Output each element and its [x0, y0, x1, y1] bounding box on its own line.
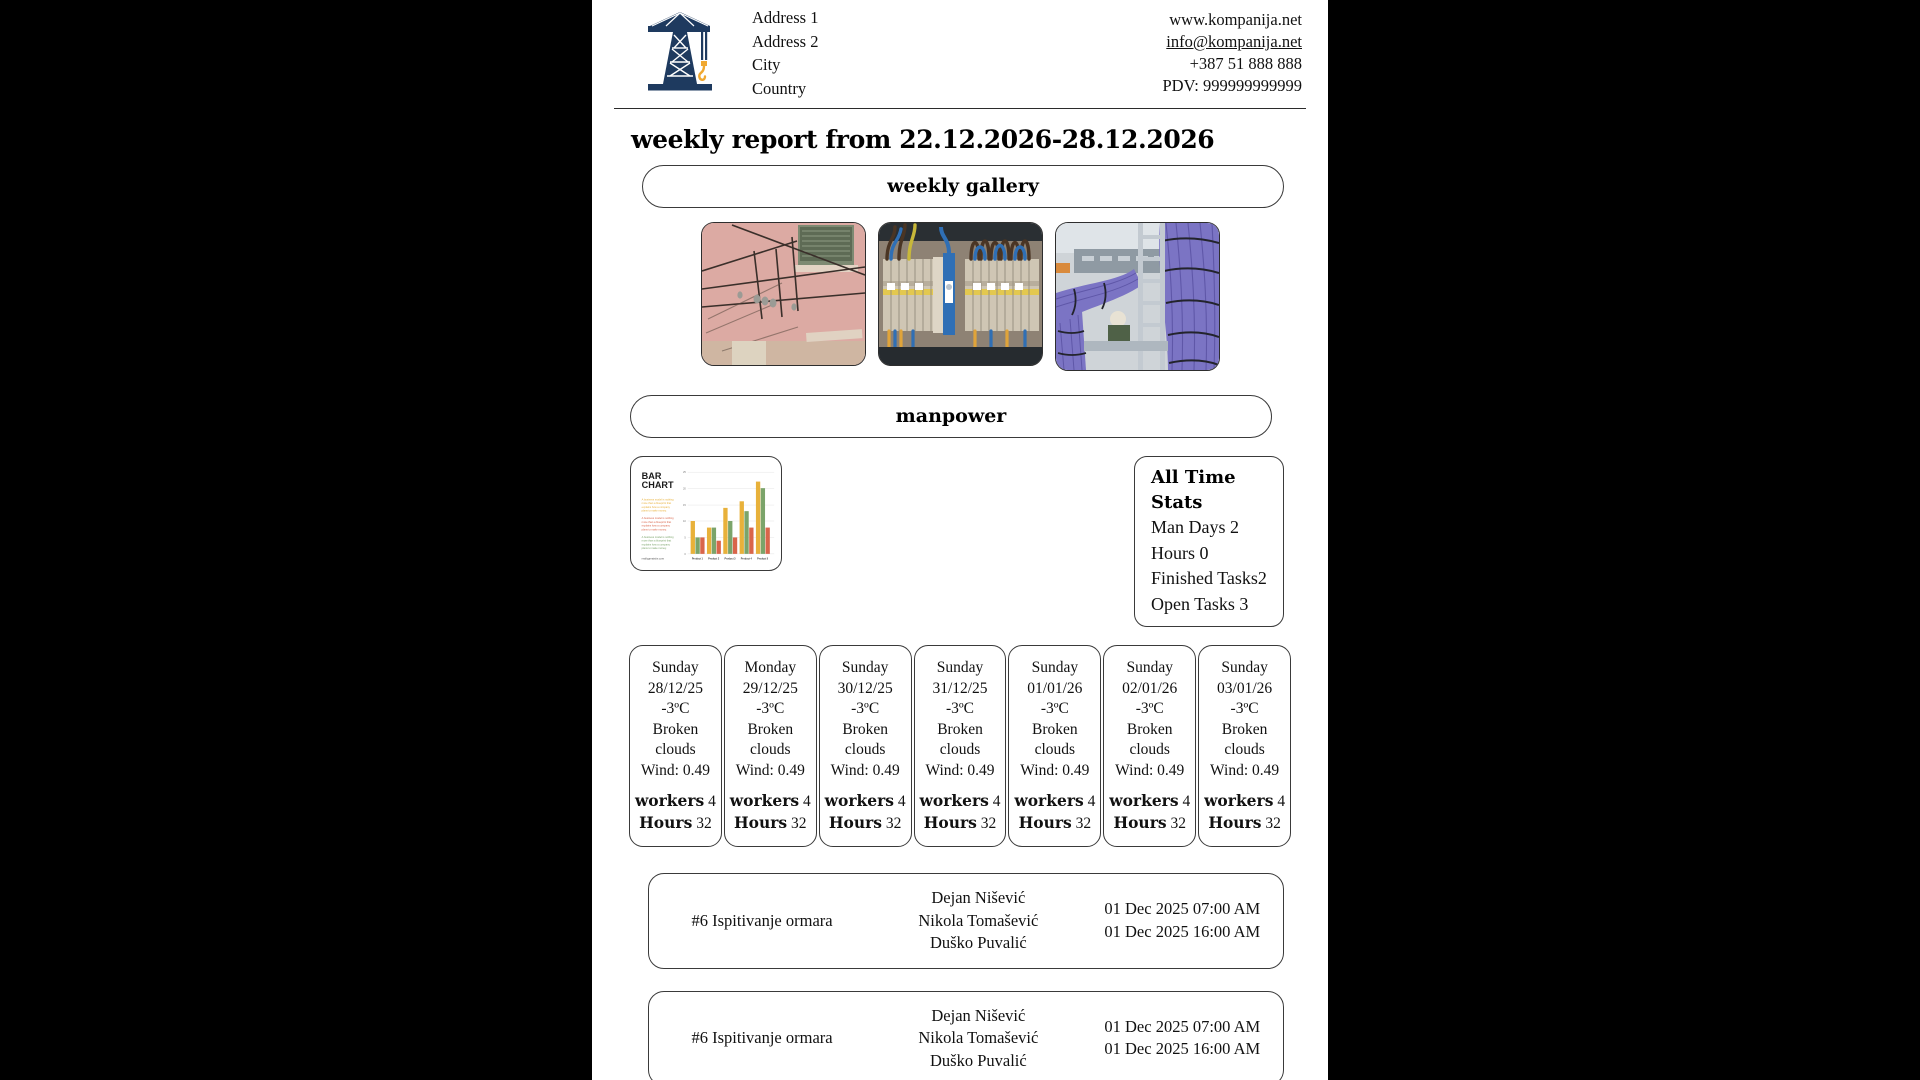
- task-dates: [1090, 1016, 1275, 1061]
- address-line-2: Address 2: [752, 31, 819, 51]
- all-time-stats-card: [1134, 456, 1284, 627]
- company-vat: PDV: 999999999999: [1162, 76, 1302, 95]
- weather-condition-line1: Broken: [842, 720, 888, 738]
- weather-hours: [727, 812, 814, 834]
- weather-condition-line1: Broken: [1032, 720, 1078, 738]
- task-name: #6 Ispitivanje ormara: [691, 1028, 833, 1048]
- workers-count: 4: [992, 793, 1001, 810]
- svg-text:Product 5: Product 5: [757, 557, 769, 561]
- weather-day-card[interactable]: [819, 645, 912, 847]
- manpower-row: [630, 456, 1284, 627]
- weather-hours: [632, 812, 719, 834]
- svg-text:plans to make money.: plans to make money.: [641, 509, 667, 513]
- spacer: [1106, 781, 1193, 790]
- address-country: Country: [752, 78, 807, 98]
- svg-text:A business model is nothing: A business model is nothing: [641, 517, 674, 521]
- letterhead: [614, 0, 1306, 108]
- weather-condition-line2: clouds: [844, 741, 886, 758]
- weather-day-name: Sunday: [1221, 659, 1268, 676]
- weather-temperature: -3ºC: [945, 700, 975, 717]
- weather-wind: Wind: 0.49: [1115, 761, 1185, 779]
- svg-text:Product 2: Product 2: [708, 557, 720, 561]
- svg-text:0: 0: [684, 552, 686, 556]
- weather-condition-line1: Broken: [1126, 720, 1173, 738]
- hours-label: Hours: [639, 813, 693, 832]
- svg-text:Product 4: Product 4: [740, 557, 752, 561]
- weather-temperature: -3ºC: [851, 700, 880, 717]
- workers-label: workers: [729, 791, 800, 810]
- weather-hours: [1106, 812, 1193, 834]
- svg-text:A business model is nothing: A business model is nothing: [641, 535, 674, 539]
- weather-workers: [822, 790, 909, 812]
- svg-text:10: 10: [682, 519, 686, 523]
- construction-crane-logo-icon: [640, 4, 726, 96]
- spacer: [632, 781, 719, 790]
- weather-temperature: -3ºC: [756, 700, 785, 717]
- weekly-gallery: [614, 222, 1306, 371]
- svg-text:more than a blueprint that: more than a blueprint that: [641, 520, 672, 524]
- weather-workers: [917, 790, 1004, 812]
- workers-label: workers: [919, 791, 989, 810]
- svg-text:explains how a company: explains how a company: [641, 505, 670, 509]
- svg-text:more than a blueprint that: more than a blueprint that: [641, 502, 672, 506]
- weather-workers: [632, 790, 719, 812]
- bar-chart-card[interactable]: [630, 456, 782, 571]
- weather-condition-line1: Broken: [1221, 720, 1268, 738]
- stat-open-tasks: Open Tasks 3: [1151, 593, 1249, 614]
- weather-day-name: Sunday: [936, 659, 984, 676]
- weather-wind: Wind: 0.49: [1020, 761, 1090, 779]
- hours-label: Hours: [1113, 813, 1167, 832]
- weather-day-card[interactable]: [914, 645, 1007, 847]
- svg-text:more than a blueprint that: more than a blueprint that: [641, 539, 672, 543]
- weather-temperature: -3ºC: [1230, 700, 1259, 717]
- svg-text:15: 15: [682, 504, 686, 507]
- hours-count: 32: [696, 815, 712, 832]
- task-assignee: Dejan Nišević: [931, 1005, 1026, 1025]
- weather-workers: [727, 790, 814, 812]
- svg-text:5: 5: [684, 536, 686, 540]
- svg-text:25: 25: [682, 471, 686, 475]
- svg-text:plans to make money.: plans to make money.: [641, 547, 667, 551]
- task-assignees: [867, 887, 1090, 955]
- weather-workers: [1201, 790, 1288, 812]
- weather-condition-line2: clouds: [1129, 741, 1170, 758]
- task-assignee: Duško Puvalić: [930, 1050, 1027, 1070]
- task-row[interactable]: [648, 873, 1284, 969]
- hours-count: 32: [1075, 815, 1092, 832]
- weather-temperature: -3ºC: [1040, 700, 1069, 717]
- weather-day-card[interactable]: [1103, 645, 1196, 847]
- hours-label: Hours: [734, 813, 788, 832]
- svg-text:reallygreatsite.com: reallygreatsite.com: [641, 557, 665, 561]
- task-list: [648, 873, 1284, 1080]
- weather-condition-line1: Broken: [937, 720, 983, 738]
- weather-hours: [917, 812, 1004, 834]
- weather-date: 03/01/26: [1217, 679, 1273, 697]
- weather-date: 28/12/25: [647, 679, 703, 697]
- weather-condition-line1: Broken: [747, 720, 794, 738]
- company-address: [752, 4, 818, 100]
- svg-text:plans to make money.: plans to make money.: [641, 528, 667, 532]
- gallery-photo-building-wires[interactable]: [701, 222, 866, 366]
- spacer: [1201, 781, 1288, 790]
- stat-hours: Hours 0: [1151, 542, 1209, 563]
- company-website: www.kompanija.net: [1169, 10, 1302, 29]
- weather-day-card[interactable]: [629, 645, 722, 847]
- gallery-photo-electrical-panel[interactable]: [878, 222, 1043, 366]
- workers-count: 4: [1087, 793, 1096, 810]
- letterhead-left: [614, 4, 818, 100]
- task-assignees: [867, 1005, 1090, 1073]
- svg-text:CHART: CHART: [641, 480, 674, 491]
- hours-count: 32: [791, 815, 807, 832]
- task-assignee: Nikola Tomašević: [918, 1028, 1039, 1047]
- weather-date: 31/12/25: [932, 679, 988, 697]
- weather-hours: [1011, 812, 1098, 834]
- task-assignee: Dejan Nišević: [931, 888, 1026, 907]
- task-end-date: 01 Dec 2025 16:00 AM: [1104, 1039, 1261, 1059]
- task-assignee: Nikola Tomašević: [918, 910, 1039, 930]
- weather-strip: [629, 645, 1291, 847]
- company-phone: +387 51 888 888: [1189, 54, 1302, 73]
- weather-date: 01/01/26: [1027, 679, 1083, 697]
- letterhead-divider: [614, 108, 1306, 109]
- hours-count: 32: [1170, 815, 1186, 832]
- hours-label: Hours: [1208, 813, 1262, 832]
- weather-day-name: Sunday: [1126, 659, 1173, 676]
- weekly-gallery-banner: weekly gallery: [642, 165, 1284, 208]
- weather-day-name: Sunday: [841, 659, 889, 676]
- hours-count: 32: [885, 815, 902, 832]
- weather-wind: Wind: 0.49: [640, 761, 710, 779]
- weather-day-card[interactable]: [724, 645, 817, 847]
- svg-text:Product 3: Product 3: [724, 557, 736, 561]
- weather-day-card[interactable]: [1008, 645, 1101, 847]
- weather-date: 29/12/25: [742, 679, 798, 697]
- weather-condition-line1: Broken: [652, 720, 699, 738]
- task-name: #6 Ispitivanje ormara: [691, 910, 833, 930]
- weather-date: 02/01/26: [1122, 679, 1178, 697]
- workers-count: 4: [1277, 793, 1286, 810]
- hours-label: Hours: [1018, 813, 1072, 832]
- weather-day-card[interactable]: [1198, 645, 1291, 847]
- report-page: [592, 0, 1328, 1080]
- svg-text:explains how a company: explains how a company: [641, 524, 670, 528]
- weather-day-name: Sunday: [652, 659, 699, 676]
- hours-count: 32: [980, 815, 997, 832]
- svg-text:Product 1: Product 1: [691, 557, 703, 561]
- weather-day-name: Sunday: [1031, 659, 1079, 676]
- weather-condition-line2: clouds: [750, 741, 791, 758]
- weather-condition-line2: clouds: [1034, 741, 1076, 758]
- spacer: [727, 781, 814, 790]
- svg-text:20: 20: [682, 487, 686, 491]
- company-contact: [1163, 4, 1307, 97]
- address-line-1: Address 1: [752, 8, 819, 27]
- address-city: City: [752, 55, 781, 74]
- workers-label: workers: [1014, 791, 1084, 810]
- task-dates: [1090, 898, 1275, 943]
- company-email[interactable]: info@kompanija.net: [1166, 32, 1302, 51]
- svg-text:BAR: BAR: [641, 470, 662, 481]
- task-end-date: 01 Dec 2025 16:00 AM: [1104, 921, 1261, 941]
- weather-workers: [1106, 790, 1193, 812]
- stat-finished-tasks: Finished Tasks2: [1151, 568, 1267, 588]
- workers-label: workers: [824, 791, 894, 810]
- workers-count: 4: [708, 793, 716, 810]
- svg-text:A business model is nothing: A business model is nothing: [641, 498, 674, 502]
- weather-hours: [1201, 812, 1288, 834]
- weather-wind: Wind: 0.49: [830, 761, 900, 779]
- hours-label: Hours: [828, 813, 883, 832]
- workers-label: workers: [1204, 791, 1274, 810]
- weather-wind: Wind: 0.49: [735, 761, 805, 779]
- task-row[interactable]: [648, 991, 1284, 1080]
- workers-count: 4: [803, 793, 811, 810]
- weather-temperature: -3ºC: [661, 700, 690, 717]
- workers-label: workers: [1109, 791, 1179, 810]
- task-start-date: 01 Dec 2025 07:00 AM: [1104, 1016, 1261, 1036]
- svg-text:explains how a company: explains how a company: [641, 543, 670, 547]
- weather-workers: [1011, 790, 1098, 812]
- spacer: [917, 781, 1004, 790]
- workers-count: 4: [1182, 793, 1191, 810]
- weather-condition-line2: clouds: [1224, 741, 1265, 758]
- weather-wind: Wind: 0.49: [1210, 761, 1280, 779]
- hours-label: Hours: [923, 813, 977, 832]
- weather-date: 30/12/25: [837, 679, 893, 697]
- workers-count: 4: [897, 793, 906, 810]
- gallery-photo-cable-bundles[interactable]: [1055, 222, 1220, 371]
- spacer: [1011, 781, 1098, 790]
- manpower-banner: manpower: [630, 395, 1272, 438]
- page-title: weekly report from 22.12.2026-28.12.2026: [631, 125, 1215, 154]
- weather-hours: [822, 812, 909, 834]
- workers-label: workers: [634, 791, 705, 810]
- stats-title: All Time Stats: [1151, 467, 1236, 513]
- task-start-date: 01 Dec 2025 07:00 AM: [1104, 899, 1261, 919]
- stat-man-days: Man Days 2: [1151, 517, 1239, 537]
- task-assignee: Duško Puvalić: [930, 933, 1027, 952]
- weather-wind: Wind: 0.49: [925, 761, 995, 779]
- weather-condition-line2: clouds: [939, 741, 981, 758]
- weather-condition-line2: clouds: [655, 741, 696, 758]
- weather-day-name: Monday: [744, 659, 797, 676]
- spacer: [822, 781, 909, 790]
- hours-count: 32: [1265, 815, 1281, 832]
- weather-temperature: -3ºC: [1135, 700, 1164, 717]
